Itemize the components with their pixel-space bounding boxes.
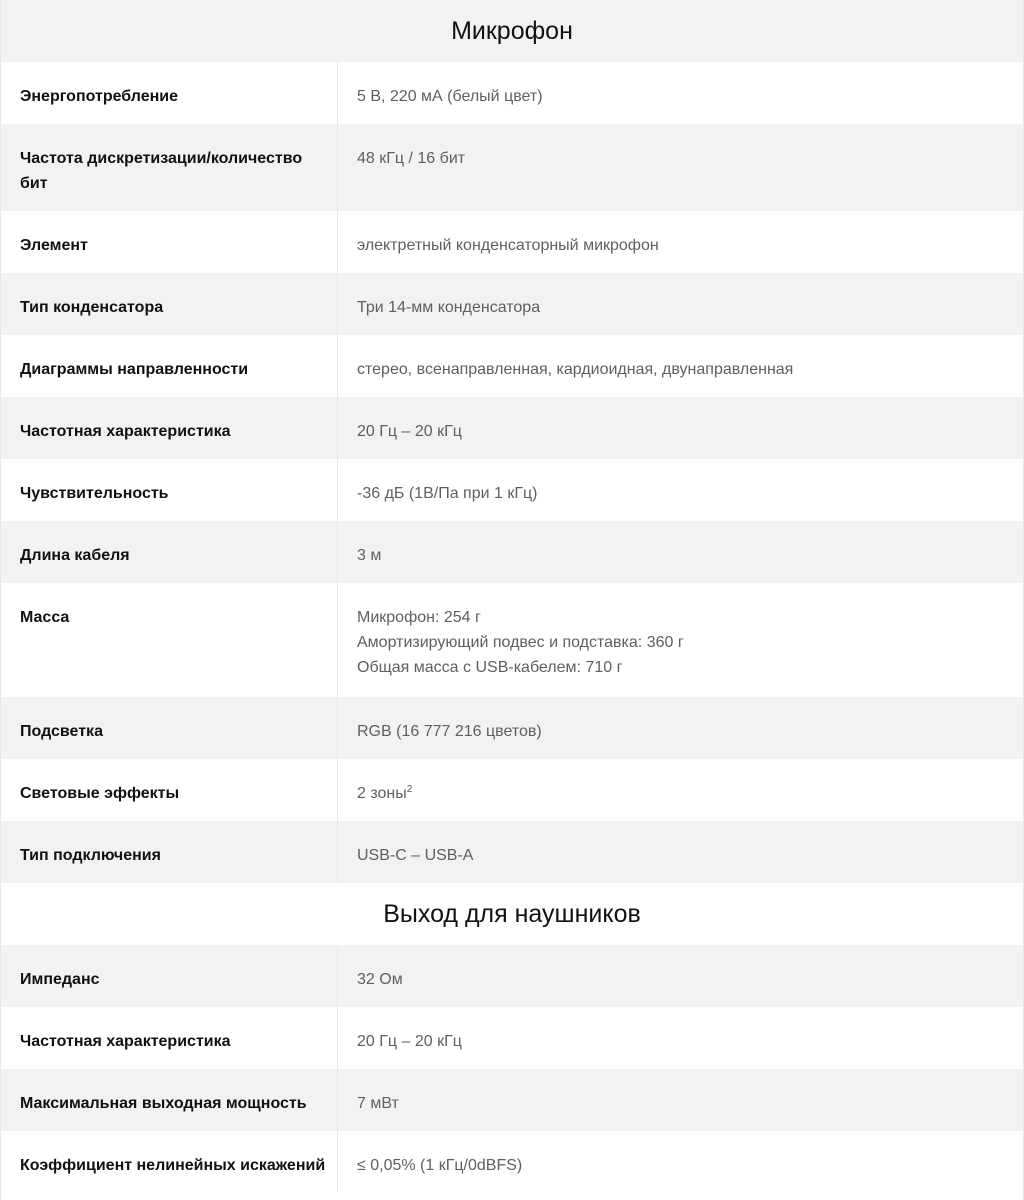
spec-label: Чувствительность (1, 459, 338, 521)
spec-label: Импеданс (1, 945, 338, 1007)
spec-label: Тип подключения (1, 821, 338, 883)
spec-row (1, 211, 1023, 273)
spec-label: Подсветка (1, 697, 338, 759)
section-title-microphone: Микрофон (1, 0, 1023, 62)
spec-value: 7 мВт (357, 1095, 399, 1112)
spec-value: стерео, всенаправленная, кардиоидная, двунаправленная (357, 361, 794, 378)
spec-value: 32 Ом (357, 971, 403, 988)
spec-value: Три 14-мм конденсатора (357, 299, 541, 316)
spec-row (1, 697, 1023, 759)
spec-value: USB-C – USB-A (357, 847, 474, 864)
spec-label: Энергопотребление (1, 62, 338, 124)
spec-value: 20 Гц – 20 кГц (357, 423, 462, 440)
spec-value: 3 м (357, 547, 382, 564)
spec-value: 20 Гц – 20 кГц (357, 1033, 462, 1050)
spec-label: Частотная характеристика (1, 1007, 338, 1069)
spec-row (1, 583, 1023, 697)
spec-row (1, 273, 1023, 335)
spec-row (1, 1131, 1023, 1193)
spec-row (1, 459, 1023, 521)
spec-row (1, 759, 1023, 821)
spec-value: 5 В, 220 мА (белый цвет) (357, 88, 543, 105)
spec-value: RGB (16 777 216 цветов) (357, 723, 542, 740)
spec-label: Элемент (1, 211, 338, 273)
spec-row (1, 945, 1023, 1007)
spec-value: ≤ 0,05% (1 кГц/0dBFS) (357, 1157, 523, 1174)
spec-row (1, 62, 1023, 124)
spec-label: Диаграммы направленности (1, 335, 338, 397)
spec-row (1, 1069, 1023, 1131)
spec-value-line: Общая масса с USB-кабелем: 710 г (357, 659, 623, 676)
spec-label: Длина кабеля (1, 521, 338, 583)
spec-value-line: Амортизирующий подвес и подставка: 360 г (357, 634, 684, 651)
spec-row (1, 335, 1023, 397)
spec-label: Максимальная выходная мощность (1, 1069, 338, 1131)
spec-label: Частота дискретизации/количество бит (1, 124, 338, 211)
spec-value: 48 кГц / 16 бит (357, 150, 466, 167)
spec-value-line: Микрофон: 254 г (357, 609, 481, 626)
spec-value-text: 2 зоны (357, 785, 407, 802)
spec-row (1, 124, 1023, 211)
spec-label: Световые эффекты (1, 759, 338, 821)
spec-value (338, 759, 1023, 821)
spec-row (1, 521, 1023, 583)
spec-label: Масса (1, 583, 338, 697)
spec-value (338, 583, 1023, 697)
spec-value: электретный конденсаторный микрофон (357, 237, 659, 254)
footnote-marker: 2 (406, 784, 413, 795)
spec-label: Частотная характеристика (1, 397, 338, 459)
spec-row (1, 1007, 1023, 1069)
spec-value: -36 дБ (1В/Па при 1 кГц) (357, 485, 538, 502)
section-title-headphone-output: Выход для наушников (1, 883, 1023, 945)
spec-row (1, 397, 1023, 459)
spec-label: Тип конденсатора (1, 273, 338, 335)
spec-label: Коэффициент нелинейных искажений (1, 1131, 338, 1193)
spec-row (1, 821, 1023, 883)
